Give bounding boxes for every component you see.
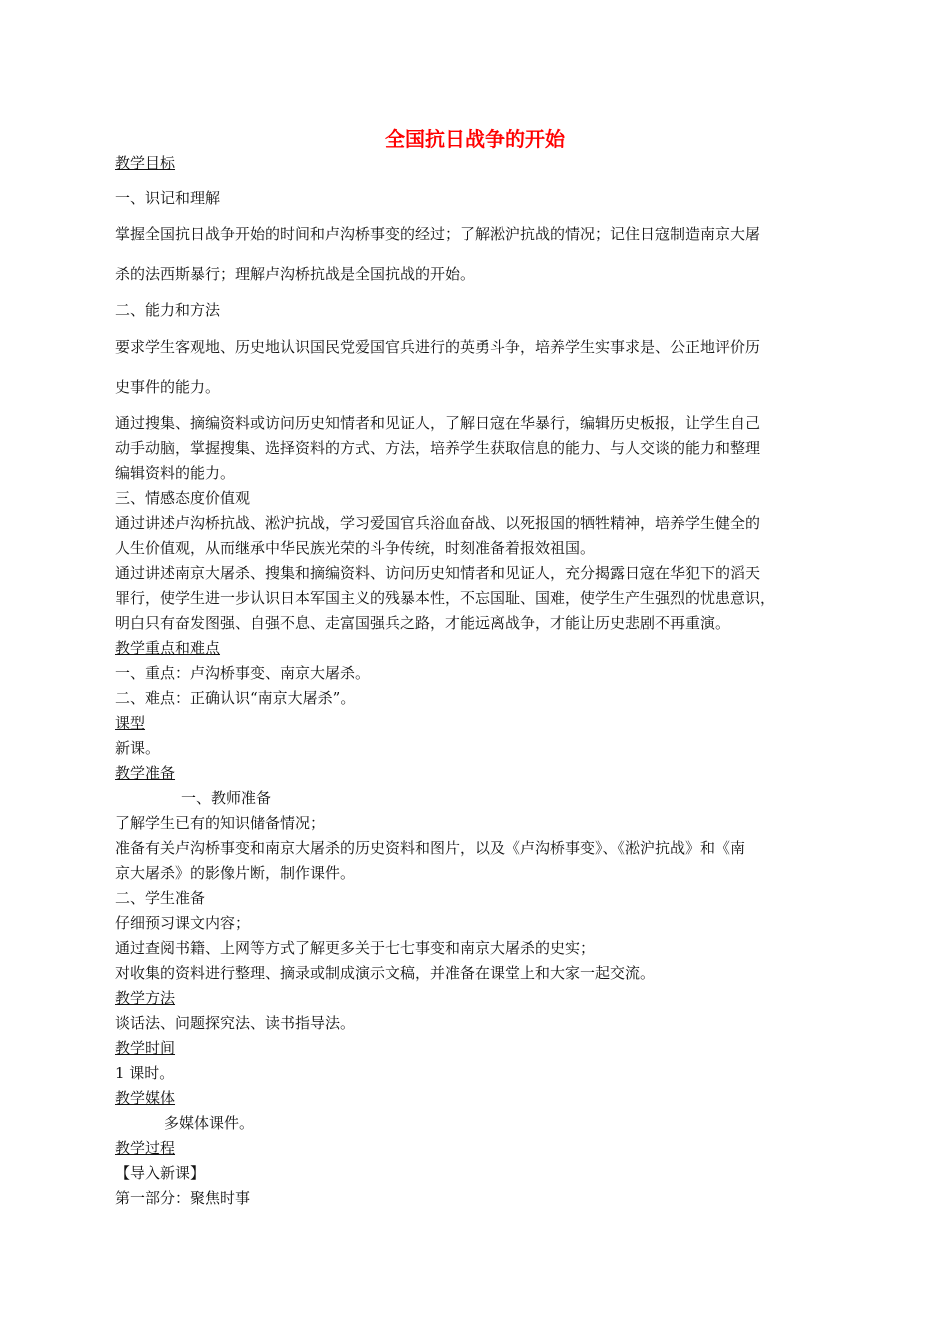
- heading-process: 教学过程: [115, 1139, 176, 1157]
- paragraph-line: 杀的法西斯暴行；理解卢沟桥抗战是全国抗战的开始。: [115, 265, 476, 283]
- paragraph-line: 明白只有奋发图强、自强不息、走富国强兵之路，才能远离战争，才能让历史悲剧不再重演。: [115, 614, 731, 632]
- heading-lesson-type: 课型: [115, 714, 146, 732]
- paragraph-line: 编辑资料的能力。: [115, 464, 236, 482]
- paragraph-line: 动手动脑，掌握搜集、选择资料的方式、方法，培养学生获取信息的能力、与人交谈的能力和整理: [115, 439, 761, 457]
- paragraph-line: 通过讲述卢沟桥抗战、淞沪抗战，学习爱国官兵浴血奋战、以死报国的牺牲精神，培养学生健全的: [115, 514, 761, 532]
- paragraph-line: 准备有关卢沟桥事变和南京大屠杀的历史资料和图片，以及《卢沟桥事变》、《淞沪抗战》和《南: [115, 839, 746, 857]
- paragraph-line: 【导入新课】: [115, 1164, 206, 1182]
- paragraph-line: 史事件的能力。: [115, 378, 221, 396]
- paragraph-line: 人生价值观，从而继承中华民族光荣的斗争传统，时刻准备着报效祖国。: [115, 539, 596, 557]
- paragraph-line: 要求学生客观地、历史地认识国民党爱国官兵进行的英勇斗争，培养学生实事求是、公正地评价历: [115, 338, 761, 356]
- heading-media: 教学媒体: [115, 1089, 176, 1107]
- paragraph-line: 了解学生已有的知识储备情况；: [115, 814, 326, 832]
- paragraph-line: 对收集的资料进行整理、摘录或制成演示文稿，并准备在课堂上和大家一起交流。: [115, 964, 656, 982]
- paragraph-line: 1 课时。: [115, 1064, 175, 1082]
- heading-methods: 教学方法: [115, 989, 176, 1007]
- heading-time: 教学时间: [115, 1039, 176, 1057]
- section-heading: 三、情感态度价值观: [115, 489, 251, 507]
- heading-key-points: 教学重点和难点: [115, 639, 221, 657]
- heading-teaching-goals: 教学目标: [115, 154, 176, 172]
- paragraph-line: 多媒体课件。: [164, 1114, 255, 1132]
- paragraph-line: 通过搜集、摘编资料或访问历史知情者和见证人，了解日寇在华暴行，编辑历史板报，让学生自己: [115, 414, 761, 432]
- paragraph-line: 仔细预习课文内容；: [115, 914, 251, 932]
- paragraph-line: 第一部分：聚焦时事: [115, 1189, 251, 1207]
- paragraph-line: 通过讲述南京大屠杀、搜集和摘编资料、访问历史知情者和见证人，充分揭露日寇在华犯下的滔天: [115, 564, 761, 582]
- section-heading: 二、能力和方法: [115, 301, 221, 319]
- section-heading: 一、识记和理解: [115, 189, 221, 207]
- paragraph-line: 京大屠杀》的影像片断，制作课件。: [115, 864, 356, 882]
- section-heading: 一、教师准备: [181, 789, 272, 807]
- paragraph-line: 通过查阅书籍、上网等方式了解更多关于七七事变和南京大屠杀的史实；: [115, 939, 596, 957]
- paragraph-line: 新课。: [115, 739, 161, 757]
- paragraph-line: 二、难点：正确认识“南京大屠杀”。: [115, 689, 356, 707]
- paragraph-line: 一、重点：卢沟桥事变、南京大屠杀。: [115, 664, 371, 682]
- section-heading: 二、学生准备: [115, 889, 206, 907]
- document-title: 全国抗日战争的开始: [385, 127, 565, 151]
- heading-preparation: 教学准备: [115, 764, 176, 782]
- paragraph-line: 掌握全国抗日战争开始的时间和卢沟桥事变的经过；了解淞沪抗战的情况；记住日寇制造南京大屠: [115, 225, 761, 243]
- paragraph-line: 罪行，使学生进一步认识日本军国主义的残暴本性，不忘国耻、国难，使学生产生强烈的忧患意识，: [115, 589, 776, 607]
- paragraph-line: 谈话法、问题探究法、读书指导法。: [115, 1014, 356, 1032]
